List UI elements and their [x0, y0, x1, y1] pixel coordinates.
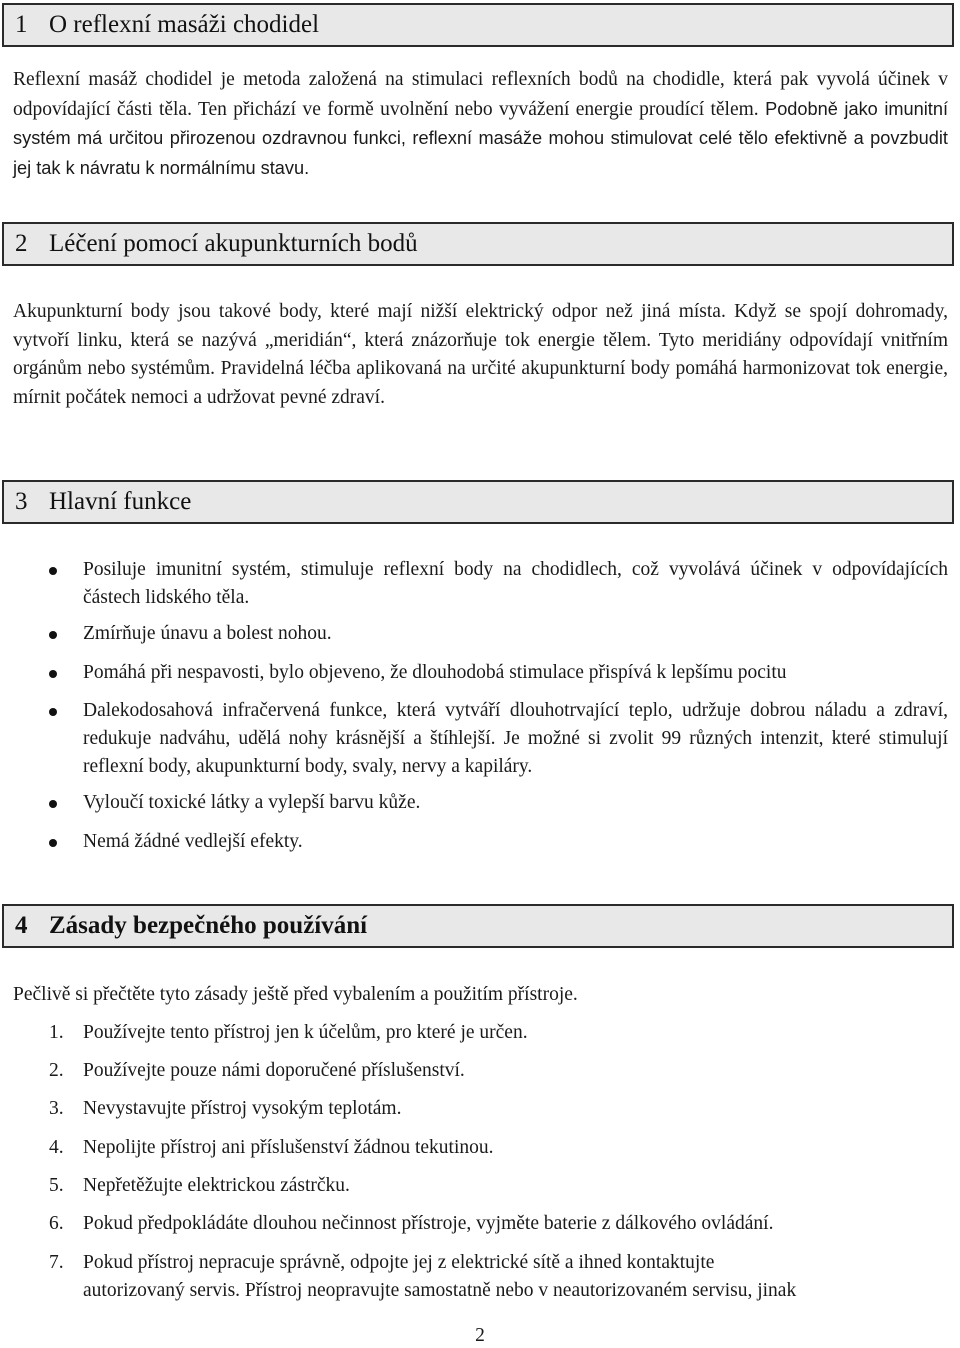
- list-item: [83, 789, 948, 817]
- list-item-text: Zmírňuje únavu a bolest nohou.: [83, 623, 332, 644]
- list-item: [49, 1095, 948, 1123]
- list-item-text: Nepřetěžujte elektrickou zástrčku.: [83, 1175, 350, 1196]
- bullet-icon: [49, 839, 57, 847]
- paragraph-text: Reflexní masáž chodidel je metoda založená na stimulaci reflexních bodů na chodidle, která pak vyvolá účinek v odpovídající části těla. Ten přichází ve formě uvolnění nebo vyvážení energie proudící tělem.: [13, 69, 948, 120]
- section-4-heading: [2, 904, 954, 948]
- section-title: Hlavní funkce: [49, 488, 192, 515]
- section-3-heading: [2, 480, 954, 524]
- list-number: 1.: [49, 1022, 64, 1043]
- list-item-text: Používejte tento přístroj jen k účelům, pro které je určen.: [83, 1022, 528, 1043]
- list-item: [49, 1057, 948, 1085]
- list-number: 2.: [49, 1060, 64, 1081]
- list-item-text: Nemá žádné vedlejší efekty.: [83, 831, 303, 852]
- paragraph-text-sans: Podobně jako imunitní systém má určitou přirozenou ozdravnou funkci, reflexní masáže mohou stimulovat celé tělo efektivně a povzbudit jej tak k návratu k normálnímu stavu.: [13, 98, 949, 178]
- list-item: [49, 1210, 948, 1238]
- list-number: 4.: [49, 1137, 64, 1158]
- list-number: 5.: [49, 1175, 64, 1196]
- list-item: [49, 1249, 948, 1305]
- bullet-icon: [49, 800, 57, 808]
- section-number: 1: [15, 11, 28, 38]
- list-item: [49, 1134, 948, 1162]
- list-item-text: Nevystavujte přístroj vysokým teplotám.: [83, 1098, 402, 1119]
- bullet-icon: [49, 567, 57, 575]
- list-item: [83, 828, 948, 856]
- bullet-icon: [49, 670, 57, 678]
- section-2-heading: [2, 222, 954, 266]
- section-number: 3: [15, 488, 28, 515]
- list-item-text: Pomáhá při nespavosti, bylo objeveno, že dlouhodobá stimulace přispívá k lepšímu pocitu: [83, 662, 787, 683]
- bullet-icon: [49, 631, 57, 639]
- list-item-text: Vyloučí toxické látky a vylepší barvu kůže.: [83, 792, 421, 813]
- list-item: [83, 659, 948, 687]
- bullet-icon: [49, 708, 57, 716]
- list-item: [49, 1019, 948, 1047]
- section-number: 2: [15, 230, 28, 257]
- section-title: Léčení pomocí akupunkturních bodů: [49, 230, 418, 257]
- section-title: Zásady bezpečného používání: [49, 912, 368, 939]
- list-item: [49, 1172, 948, 1200]
- list-item-text: Dalekodosahová infračervená funkce, která vytváří dlouhotrvající teplo, udržuje dobrou náladu a zdraví, redukuje nadváhu, udělá nohy krásnější a štíhlejší. Je možné si zvolit 99 různých intenzit, které stimulují reflexní body, akupunkturní body, svaly, nervy a kapiláry.: [83, 700, 948, 777]
- list-item: [83, 697, 948, 781]
- section-1-paragraph: [13, 66, 948, 183]
- list-item: [83, 556, 948, 612]
- list-item-text: Posiluje imunitní systém, stimuluje reflexní body na chodidlech, což vyvolává účinek v odpovídajících částech lidského těla.: [83, 559, 948, 608]
- list-item: [83, 620, 948, 648]
- page-number: 2: [475, 1325, 485, 1346]
- list-number: 3.: [49, 1098, 64, 1119]
- list-item-text: Pokud předpokládáte dlouhou nečinnost přístroje, vyjměte baterie z dálkového ovládání.: [83, 1213, 774, 1234]
- list-item-text-line-2: autorizovaný servis. Přístroj neopravujte samostatně nebo v neautorizovaném servisu, jinak: [83, 1280, 797, 1301]
- section-2-paragraph: Akupunkturní body jsou takové body, které mají nižší elektrický odpor než jiná místa. Když se spojí dohromady, vytvoří linku, která se nazývá „meridián“, která znázorňuje tok energie tělem. Tyto meridiány odpovídají vnitřním orgánům nebo systémům. Pravidelná léčba aplikovaná na určité akupunkturní body pomáhá harmonizovat tok energie, mírnit počátek nemoci a udržovat pevné zdraví.: [13, 301, 948, 408]
- section-1-heading: [2, 3, 954, 47]
- section-title: O reflexní masáži chodidel: [49, 11, 320, 38]
- list-item-text-line-1: Pokud přístroj nepracuje správně, odpojte jej z elektrické sítě a ihned kontaktujte: [83, 1252, 715, 1273]
- section-4-intro: Pečlivě si přečtěte tyto zásady ještě před vybalením a použitím přístroje.: [13, 984, 578, 1005]
- list-number: 7.: [49, 1252, 64, 1273]
- list-item-text: Používejte pouze námi doporučené příslušenství.: [83, 1060, 465, 1081]
- list-number: 6.: [49, 1213, 64, 1234]
- list-item-text: Nepolijte přístroj ani příslušenství žádnou tekutinou.: [83, 1137, 494, 1158]
- section-number: 4: [15, 912, 28, 939]
